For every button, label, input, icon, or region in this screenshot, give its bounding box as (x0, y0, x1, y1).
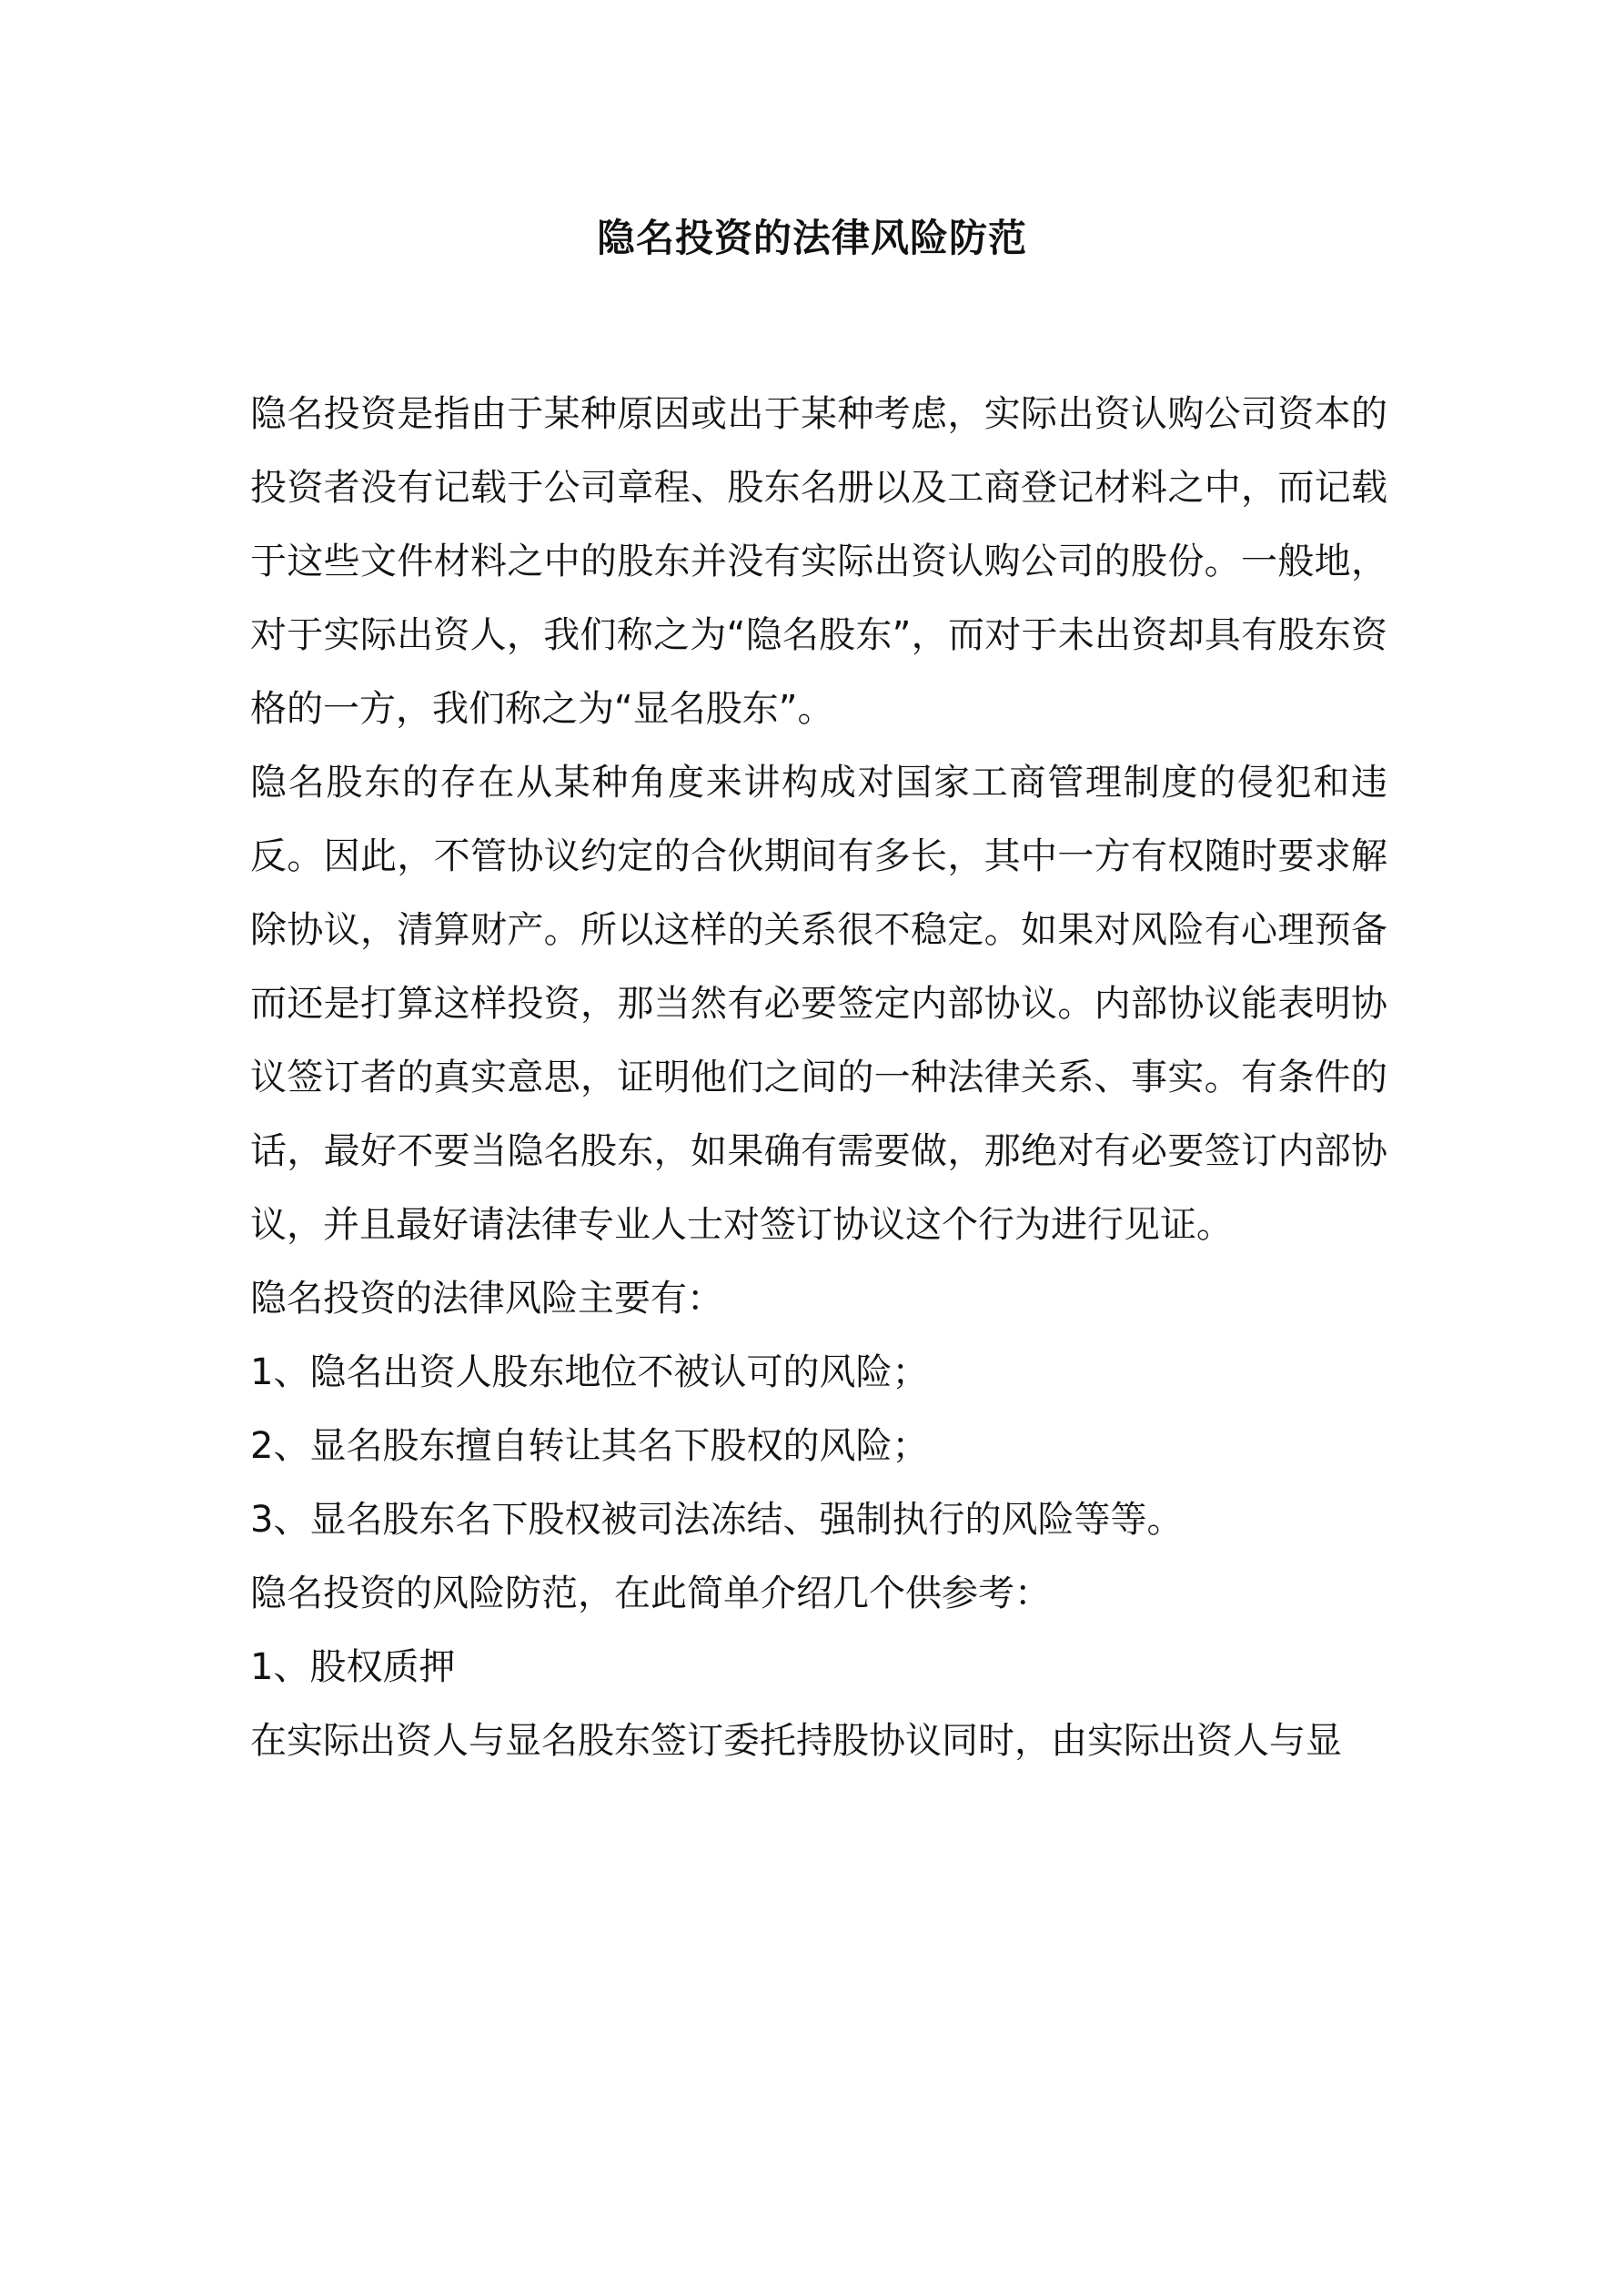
document-title: 隐名投资的法律风险防范 (596, 216, 1027, 260)
paragraph-pledge-text: 在实际出资人与显名股东签订委托持股协议同时，由实际出资人与显 (250, 1720, 1342, 1762)
paragraph-prevention-1: 1、股权质押 (250, 1646, 456, 1688)
paragraph-analysis: 隐名股东的存在从某种角度来讲构成对国家工商管理制度的侵犯和违反。因此，不管协议约定的合伙期间有多长，其中一方有权随时要求解除协议，清算财产。所以这样的关系很不稳定。如果对风险有心理预备而还是打算这样投资，那当然有必要签定内部协议。内部协议能表明协议签订者的真实意思，证明他们之间的一种法律关系、事实。有条件的话，最好不要当隐名股东，如果确有需要做，那绝对有必要签订内部协议，并且最好请法律专业人士对签订协议这个行为进行见证。 (250, 762, 1387, 1246)
paragraph-risks-heading: 隐名投资的法律风险主要有： (250, 1278, 723, 1320)
paragraph-definition: 隐名投资是指由于某种原因或出于某种考虑，实际出资认购公司资本的投资者没有记载于公司章程、股东名册以及工商登记材料之中，而记载于这些文件材料之中的股东并没有实际出资认购公司的股份。一般地，对于实际出资人，我们称之为“隐名股东”，而对于未出资却具有股东资格的一方，我们称之为“显名股东”。 (250, 393, 1387, 730)
paragraph-risk-3: 3、显名股东名下股权被司法冻结、强制执行的风险等等。 (250, 1499, 1184, 1541)
paragraph-risk-2: 2、显名股东擅自转让其名下股权的风险； (250, 1425, 929, 1467)
paragraph-risk-1: 1、隐名出资人股东地位不被认可的风险； (250, 1351, 929, 1393)
document-body (250, 378, 1387, 1778)
paragraph-prevention-heading: 隐名投资的风险防范，在此简单介绍几个供参考： (250, 1573, 1051, 1614)
